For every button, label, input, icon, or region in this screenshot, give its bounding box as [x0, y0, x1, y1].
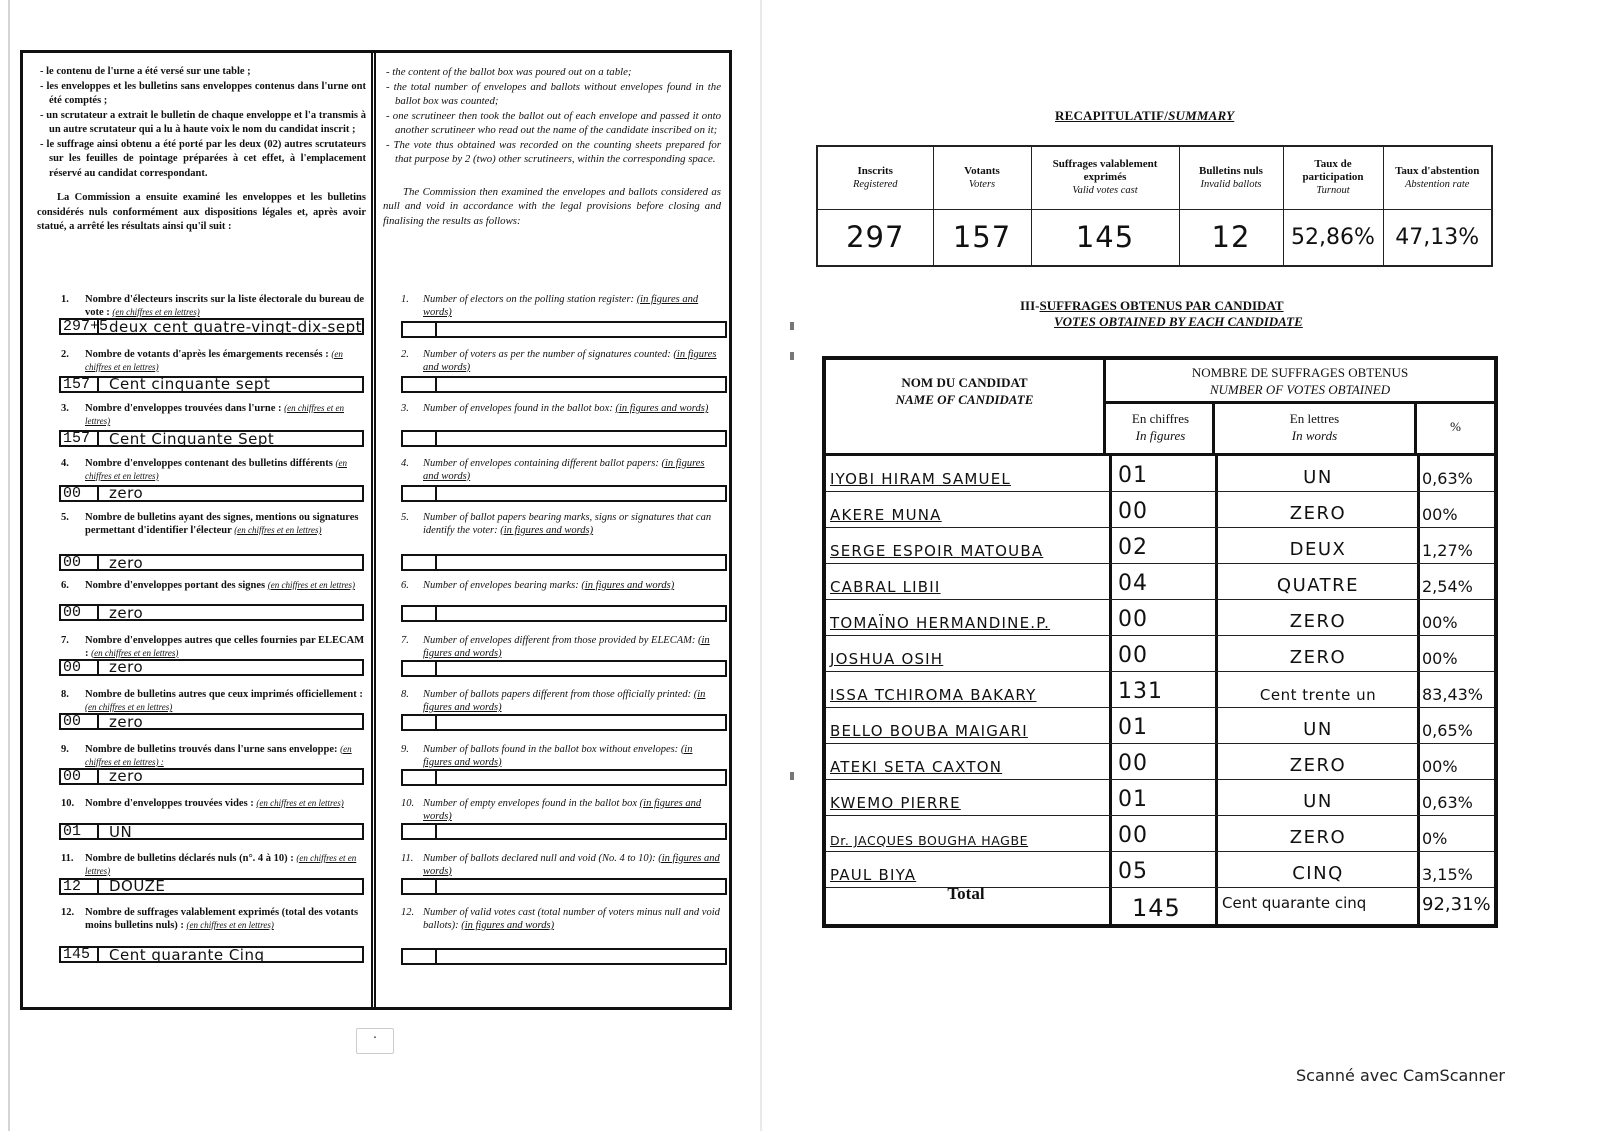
- candidate-row: [826, 528, 1494, 564]
- answer-figure: 00: [61, 715, 99, 728]
- voters-value: 157: [933, 209, 1031, 266]
- candidate-row: [826, 852, 1494, 888]
- procedure-step: - un scrutateur a extrait le bulletin de chaque enveloppe et l'a transmis à un autre scrutateur qui a lu à haute voix le nom du candidat inscrit ;: [37, 109, 366, 138]
- candidate-votes-figure: 00: [1118, 823, 1148, 848]
- answer-words: Cent Cinquante Sept: [109, 429, 275, 448]
- candidate-votes-figure: 04: [1118, 571, 1148, 596]
- answer-box[interactable]: [401, 823, 727, 840]
- answer-figure: [403, 323, 437, 336]
- procedure-step: - le suffrage ainsi obtenu a été porté par les deux (02) autres scrutateurs sur les feuilles de pointage préparées à cet effet, à l'emplacement réservé au candidat correspondant.: [37, 138, 366, 182]
- candidate-name: KWEMO PIERRE: [830, 794, 961, 812]
- candidates-section-title: III-SUFFRAGES OBTENUS PAR CANDIDAT VOTES OBTAINED BY EACH CANDIDATE: [1020, 298, 1303, 329]
- answer-words: DOUZE: [109, 877, 166, 895]
- answer-box[interactable]: [59, 485, 364, 502]
- summary-header-registered: Inscrits Registered: [817, 146, 933, 209]
- header-in-figures: En chiffres In figures: [1109, 404, 1215, 456]
- item-hint: (en chiffres et en lettres): [256, 798, 344, 808]
- item-number: 10.: [61, 798, 75, 809]
- candidate-row: [826, 564, 1494, 600]
- invalid-ballots-value: 12: [1179, 209, 1283, 266]
- intro-paragraph-en: The Commission then examined the envelopes and ballots considered as null and void in accordance with the legal provisions before closing and finalising the results as follows:: [383, 185, 721, 227]
- answer-box[interactable]: [401, 660, 727, 677]
- candidate-votes-words: UN: [1303, 467, 1333, 488]
- answer-box[interactable]: [401, 769, 727, 786]
- candidate-votes-figure: 00: [1118, 499, 1148, 524]
- answer-box[interactable]: [401, 321, 727, 338]
- summary-header-row: [817, 146, 1492, 209]
- item-label: Nombre d'enveloppes trouvées vides :: [85, 798, 254, 809]
- answer-figure: 01: [61, 825, 99, 838]
- answer-box[interactable]: [59, 713, 364, 730]
- candidate-votes-words: ZERO: [1289, 503, 1347, 524]
- procedure-step: - the content of the ballot box was poured out on a table;: [383, 65, 721, 80]
- candidate-row: [826, 492, 1494, 528]
- summary-values-row: [817, 209, 1492, 266]
- french-column: [29, 57, 372, 1003]
- scan-edge: [8, 0, 10, 1131]
- item-label: Nombre d'enveloppes autres que celles fournies par ELECAM :: [85, 634, 365, 659]
- item-hint: (in figures and words): [423, 348, 717, 373]
- form-item: [379, 634, 727, 689]
- candidate-row: [826, 816, 1494, 852]
- answer-figure: [403, 880, 437, 893]
- form-item: [379, 348, 727, 403]
- form-item: [29, 293, 372, 348]
- item-hint: (en chiffres et en lettres): [85, 403, 345, 426]
- form-item: [379, 457, 727, 512]
- item-hint: (in figures and words): [423, 634, 710, 659]
- candidate-row: [826, 780, 1494, 816]
- item-label: Nombre de bulletins autres que ceux imprimés officiellement :: [85, 689, 363, 700]
- form-item: [379, 688, 727, 743]
- scan-artifact: [790, 772, 794, 780]
- form-item: [29, 906, 372, 976]
- item-number: 5.: [61, 512, 69, 523]
- candidate-row: [826, 744, 1494, 780]
- header-candidate-name: NOM DU CANDIDAT NAME OF CANDIDATE: [826, 360, 1106, 453]
- candidates-table-body: [826, 456, 1494, 924]
- candidate-percent: 0,63%: [1422, 469, 1473, 488]
- item-label: Number of envelopes containing different ballot papers:: [423, 457, 659, 469]
- candidate-votes-figure: 131: [1118, 679, 1163, 704]
- summary-table: [816, 145, 1493, 267]
- form-item: [379, 579, 727, 634]
- item-number: 2.: [401, 348, 409, 360]
- answer-figure: [403, 716, 437, 729]
- form-item: [29, 579, 372, 634]
- answer-figure: [403, 950, 437, 963]
- candidates-table-header: [826, 360, 1494, 456]
- form-item: [29, 457, 372, 512]
- candidate-row: [826, 600, 1494, 636]
- candidate-votes-figure: 00: [1118, 643, 1148, 668]
- form-item: [29, 852, 372, 907]
- item-hint: (en chiffres et en lettres): [186, 920, 274, 930]
- answer-box[interactable]: [59, 768, 364, 785]
- item-number: 5.: [401, 512, 409, 523]
- candidate-votes-figure: 02: [1118, 535, 1148, 560]
- item-number: 2.: [61, 348, 69, 360]
- form-item: [379, 293, 727, 348]
- item-hint: (in figures and words): [423, 852, 720, 877]
- summary-header-invalid-ballots: Bulletins nuls Invalid ballots: [1179, 146, 1283, 209]
- item-hint: (en chiffres et en lettres): [85, 348, 343, 372]
- answer-figure: [403, 378, 437, 391]
- answer-words: Cent quarante Cinq: [109, 945, 265, 964]
- form-item: [29, 688, 372, 743]
- summary-header-turnout: Taux de participation Turnout: [1283, 146, 1383, 209]
- item-number: 1.: [401, 294, 409, 305]
- total-votes-words: Cent quarante cinq: [1222, 894, 1367, 912]
- candidate-votes-figure: 01: [1118, 463, 1148, 488]
- item-hint: (in figures and words): [423, 689, 706, 713]
- item-number: 11.: [401, 852, 414, 864]
- item-label: Number of envelopes different from those provided by ELECAM:: [423, 634, 696, 646]
- answer-box[interactable]: [59, 318, 364, 335]
- item-hint: (en chiffres et en lettres): [112, 307, 200, 317]
- form-item: [379, 852, 727, 907]
- form-items-en: [379, 293, 727, 976]
- procedure-list-en: [379, 57, 727, 167]
- candidate-percent: 0,63%: [1422, 793, 1473, 812]
- item-label: Nombre d'enveloppes trouvées dans l'urne :: [85, 403, 282, 414]
- candidate-percent: 83,43%: [1422, 685, 1484, 704]
- answer-figure: [403, 825, 437, 838]
- answer-words: zero: [109, 767, 144, 785]
- item-label: Nombre de bulletins trouvés dans l'urne sans enveloppe:: [85, 743, 338, 755]
- candidate-votes-words: Cent trente un: [1259, 686, 1377, 704]
- answer-box[interactable]: [59, 554, 364, 571]
- form-item: [379, 906, 727, 976]
- candidate-name: Dr. JACQUES BOUGHA HAGBE: [830, 833, 1029, 848]
- answer-figure: 157: [61, 378, 99, 391]
- total-row: [826, 884, 1494, 930]
- form-item: [29, 797, 372, 852]
- answer-box[interactable]: [59, 659, 364, 676]
- item-number: 8.: [61, 689, 69, 700]
- header-in-words: En lettres In words: [1215, 404, 1417, 456]
- item-label: Number of ballots declared null and void (No. 4 to 10):: [423, 852, 656, 864]
- answer-words: zero: [109, 484, 144, 502]
- form-items-fr: [29, 293, 372, 976]
- answer-words: zero: [109, 712, 144, 731]
- candidate-votes-figure: 00: [1118, 751, 1148, 776]
- item-label: Number of envelopes found in the ballot box:: [423, 403, 613, 414]
- answer-figure: [403, 771, 437, 784]
- item-hint: (in figures and words): [423, 457, 705, 482]
- candidate-percent: 0%: [1422, 829, 1448, 848]
- item-label: Number of valid votes cast (total number of voters minus null and void ballots):: [423, 907, 720, 931]
- item-hint: (en chiffres et en lettres): [85, 457, 347, 481]
- item-hint: (in figures and words): [581, 580, 675, 591]
- item-hint: (in figures and words): [615, 403, 709, 414]
- procedure-list-fr: [29, 57, 372, 181]
- candidate-votes-words: ZERO: [1289, 827, 1347, 848]
- scan-artifact: [790, 322, 794, 330]
- form-item: [29, 402, 372, 457]
- answer-box[interactable]: [401, 948, 727, 965]
- candidate-name: TOMAÏNO HERMANDINE.P.: [830, 614, 1051, 632]
- item-label: Number of ballots found in the ballot box without envelopes:: [423, 743, 679, 755]
- answer-figure: 145: [61, 948, 99, 961]
- item-number: 3.: [61, 403, 69, 414]
- intro-paragraph-fr: La Commission a ensuite examiné les enveloppes et les bulletins considérés nuls conformément aux dispositions légales et, après avoir statué, a arrêté les résultats ainsi qu'il suit :: [37, 192, 366, 232]
- summary-header-valid-votes: Suffrages valablement exprimés Valid votes cast: [1031, 146, 1179, 209]
- answer-box[interactable]: [401, 878, 727, 895]
- item-number: 12.: [61, 907, 75, 918]
- item-hint: (en chiffres et en lettres): [234, 525, 322, 535]
- item-label: Nombre de bulletins déclarés nuls (n°. 4 à 10) :: [85, 852, 294, 864]
- candidate-percent: 3,15%: [1422, 865, 1473, 884]
- item-hint: (en chiffres et en lettres): [91, 647, 179, 658]
- candidate-name: CABRAL LIBII: [830, 578, 941, 596]
- answer-box[interactable]: [401, 714, 727, 731]
- item-hint: (in figures and words): [423, 743, 693, 768]
- item-number: 4.: [61, 457, 69, 469]
- form-item: [379, 511, 727, 579]
- candidate-name: PAUL BIYA: [830, 866, 917, 884]
- form-item: [379, 402, 727, 457]
- turnout-value: 52,86%: [1283, 209, 1383, 266]
- candidate-percent: 00%: [1422, 505, 1458, 524]
- header-votes-obtained: NOMBRE DE SUFFRAGES OBTENUS NUMBER OF VOTES OBTAINED: [1106, 360, 1494, 404]
- item-number: 7.: [61, 634, 69, 646]
- valid-votes-value: 145: [1031, 209, 1179, 266]
- answer-box[interactable]: [401, 485, 727, 502]
- report-form: [20, 50, 732, 1010]
- total-percent: 92,31%: [1422, 894, 1491, 915]
- candidate-votes-words: UN: [1303, 719, 1333, 740]
- answer-words: zero: [109, 553, 144, 572]
- answer-words: UN: [109, 822, 133, 841]
- item-number: 8.: [401, 689, 409, 700]
- item-label: Number of ballots papers different from those officially printed:: [423, 689, 692, 700]
- candidate-percent: 2,54%: [1422, 577, 1473, 596]
- item-number: 3.: [401, 403, 409, 414]
- candidate-votes-words: UN: [1303, 791, 1333, 812]
- candidate-name: SERGE ESPOIR MATOUBA: [830, 542, 1044, 560]
- candidate-name: JOSHUA OSIH: [830, 650, 944, 668]
- candidate-percent: 0,65%: [1422, 721, 1473, 740]
- item-number: 12.: [401, 907, 415, 918]
- candidate-votes-words: QUATRE: [1276, 575, 1360, 596]
- summary-header-abstention: Taux d'abstention Abstention rate: [1383, 146, 1492, 209]
- candidates-table: [822, 356, 1498, 928]
- item-label: Number of empty envelopes found in the ballot box: [423, 798, 638, 809]
- answer-box[interactable]: [59, 823, 364, 840]
- answer-words: zero: [109, 658, 144, 676]
- candidate-votes-words: CINQ: [1292, 863, 1344, 884]
- item-number: 9.: [401, 743, 409, 755]
- scanner-watermark: Scanné avec CamScanner: [1296, 1066, 1505, 1085]
- summary-title: RECAPITULATIF/SUMMARY: [1055, 108, 1235, 123]
- candidate-votes-words: ZERO: [1289, 647, 1347, 668]
- item-label: Number of ballot papers bearing marks, signs or signatures that can identify the voter:: [423, 512, 712, 536]
- item-label: Nombre d'enveloppes contenant des bulletins différents: [85, 457, 333, 469]
- item-number: 1.: [61, 294, 69, 305]
- answer-figure: 00: [61, 661, 99, 674]
- item-number: 7.: [401, 634, 409, 646]
- procedure-step: - the total number of envelopes and ballots without envelopes found in the ballot box was counted;: [383, 80, 721, 109]
- page-fold: [760, 0, 762, 1131]
- procedure-step: - les enveloppes et les bulletins sans enveloppes contenus dans l'urne ont été comptés ;: [37, 80, 366, 109]
- answer-box[interactable]: [59, 946, 364, 963]
- item-number: 9.: [61, 743, 69, 755]
- answer-figure: [403, 556, 437, 569]
- item-hint: (in figures and words): [423, 798, 702, 822]
- answer-words: Cent cinquante sept: [109, 375, 271, 393]
- english-column: [379, 57, 727, 1003]
- registered-value: 297: [817, 209, 933, 266]
- page-corner-mark: ⋅: [356, 1028, 394, 1054]
- candidate-row: [826, 636, 1494, 672]
- item-hint: (en chiffres et en lettres) :: [85, 743, 352, 767]
- header-percent: %: [1450, 419, 1461, 434]
- answer-words: deux cent quatre-vingt-dix-sept: [109, 317, 363, 336]
- answer-figure: 00: [61, 487, 99, 500]
- item-label: Nombre d'électeurs inscrits sur la liste électorale du bureau de vote :: [85, 294, 365, 318]
- item-number: 10.: [401, 798, 415, 809]
- item-label: Number of electors on the polling station register:: [423, 294, 635, 305]
- total-votes-figure: 145: [1132, 894, 1181, 922]
- total-label: Total: [947, 884, 985, 903]
- candidate-percent: 00%: [1422, 757, 1458, 776]
- answer-figure: [403, 607, 437, 620]
- procedure-step: - le contenu de l'urne a été versé sur une table ;: [37, 65, 366, 80]
- form-item: [29, 348, 372, 403]
- candidate-row: [826, 708, 1494, 744]
- item-hint: (in figures and words): [500, 525, 594, 536]
- answer-box[interactable]: [401, 554, 727, 571]
- item-number: 4.: [401, 457, 409, 469]
- candidate-votes-figure: 05: [1118, 859, 1148, 884]
- candidate-name: ATEKI SETA CAXTON: [830, 758, 1003, 776]
- item-hint: (en chiffres et en lettres): [85, 702, 173, 712]
- candidate-votes-words: DEUX: [1289, 539, 1347, 560]
- answer-figure: 297+5: [63, 318, 109, 335]
- item-hint: (en chiffres et en lettres): [267, 580, 356, 590]
- item-number: 11.: [61, 852, 74, 864]
- item-hint: (in figures and words): [423, 294, 699, 318]
- item-number: 6.: [401, 580, 409, 591]
- item-label: Nombre de suffrages valablement exprimés (total des votants moins bulletins nuls) :: [85, 907, 359, 931]
- candidate-name: AKERE MUNA: [830, 506, 942, 524]
- candidate-name: ISSA TCHIROMA BAKARY: [830, 686, 1037, 704]
- answer-box[interactable]: [59, 376, 364, 393]
- form-item: [29, 743, 372, 798]
- candidate-votes-figure: 01: [1118, 787, 1148, 812]
- candidate-votes-figure: 00: [1118, 607, 1148, 632]
- answer-box[interactable]: [59, 430, 364, 447]
- procedure-step: - The vote thus obtained was recorded on the counting sheets prepared for that purpose by 2 (two) other scrutineers, within the corresponding space.: [383, 138, 721, 167]
- item-label: Number of envelopes bearing marks:: [423, 580, 579, 591]
- abstention-value: 47,13%: [1383, 209, 1492, 266]
- item-label: Nombre de bulletins ayant des signes, mentions ou signatures permettant d'identifier l'électeur: [85, 512, 359, 536]
- procedure-step: - one scrutineer then took the ballot out of each envelope and passed it onto another scrutineer who read out the name of the candidate inscribed on it;: [383, 109, 721, 138]
- candidate-name: BELLO BOUBA MAIGARI: [830, 722, 1028, 740]
- answer-figure: 00: [61, 606, 99, 619]
- answer-figure: 00: [61, 556, 99, 569]
- item-hint: (en chiffres et en lettres): [85, 852, 357, 876]
- form-item: [379, 743, 727, 798]
- candidate-votes-figure: 01: [1118, 715, 1148, 740]
- answer-box[interactable]: [401, 430, 727, 447]
- candidate-row: [826, 672, 1494, 708]
- item-label: Nombre d'enveloppes portant des signes: [85, 580, 266, 591]
- form-item: [29, 511, 372, 579]
- answer-figure: 00: [61, 770, 99, 783]
- candidate-name: IYOBI HIRAM SAMUEL: [830, 470, 1011, 488]
- answer-figure: [403, 432, 437, 445]
- answer-box[interactable]: [401, 605, 727, 622]
- item-number: 6.: [61, 580, 69, 591]
- answer-box[interactable]: [59, 878, 364, 895]
- answer-box[interactable]: [59, 604, 364, 621]
- scan-artifact: [790, 352, 794, 360]
- candidate-percent: 00%: [1422, 613, 1458, 632]
- candidate-percent: 1,27%: [1422, 541, 1473, 560]
- candidate-percent: 00%: [1422, 649, 1458, 668]
- form-item: [29, 634, 372, 689]
- answer-figure: 12: [61, 880, 99, 893]
- candidate-row: [826, 456, 1494, 492]
- item-label: Nombre de votants d'après les émargements recensés :: [85, 348, 329, 360]
- answer-figure: [403, 487, 437, 500]
- item-hint: (in figures and words): [461, 920, 555, 931]
- item-label: Number of voters as per the number of signatures counted:: [423, 348, 671, 360]
- candidate-votes-words: ZERO: [1289, 611, 1347, 632]
- summary-header-voters: Votants Voters: [933, 146, 1031, 209]
- candidate-votes-words: ZERO: [1289, 755, 1347, 776]
- answer-words: zero: [109, 603, 144, 622]
- answer-box[interactable]: [401, 376, 727, 393]
- answer-figure: 157: [61, 432, 99, 445]
- answer-figure: [403, 662, 437, 675]
- form-item: [379, 797, 727, 852]
